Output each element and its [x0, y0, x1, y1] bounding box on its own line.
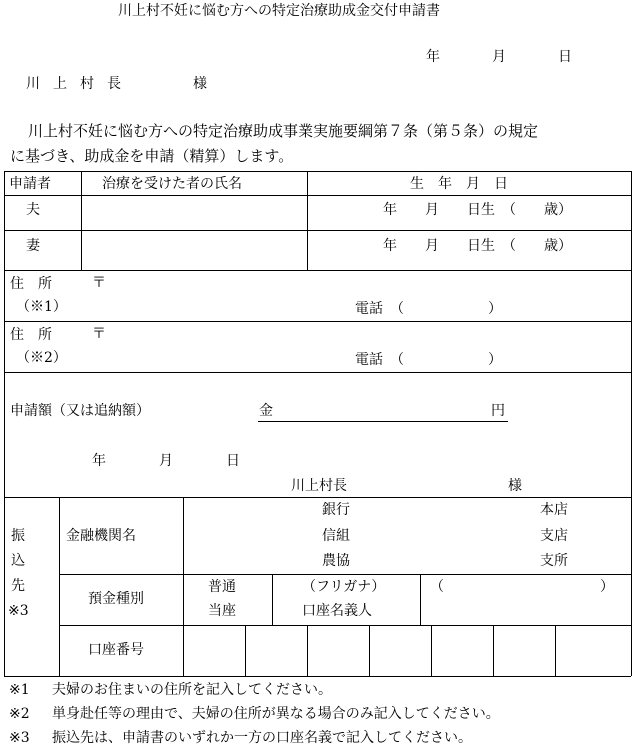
date-month-label: 月: [492, 49, 506, 65]
bank-type-bank[interactable]: 銀行: [322, 502, 350, 518]
amount-yen: 円: [491, 403, 505, 419]
account-number-label: 口座番号: [88, 642, 144, 658]
bank-type-agricultural-coop[interactable]: 農協: [322, 553, 350, 569]
transfer-side-3: 先: [11, 578, 25, 594]
form-title: 川上村不妊に悩む方への特定治療助成金交付申請書: [118, 3, 440, 19]
amount-kin: 金: [259, 403, 273, 419]
applicant-header: 申請者: [9, 176, 51, 192]
amount-date-year: 年: [92, 453, 106, 469]
note-3-mark: ※3: [9, 730, 30, 746]
bank-type-credit-union[interactable]: 信組: [322, 528, 350, 544]
address2-phone: 電話 （ ）: [355, 352, 502, 368]
deposit-type-current[interactable]: 当座: [208, 603, 236, 619]
institution-name-field[interactable]: [184, 499, 319, 573]
account-holder-field[interactable]: [421, 598, 630, 624]
wife-name-field[interactable]: [82, 231, 306, 269]
wife-birthdate-field[interactable]: [308, 231, 630, 269]
date-year-label: 年: [426, 49, 440, 65]
branch-type-main[interactable]: 本店: [540, 502, 568, 518]
addressee-suffix: 様: [193, 76, 207, 92]
transfer-side-4: ※3: [8, 603, 29, 619]
note-3-text: 振込先は、申請書のいずれか一方の口座名義で記入してください。: [52, 730, 472, 746]
birthdate-header: 生 年 月 日: [410, 176, 508, 192]
account-digit-7[interactable]: [556, 626, 630, 675]
address2-note-mark: （※2）: [16, 350, 67, 366]
account-digit-4[interactable]: [370, 626, 430, 675]
furigana-paren-open: （: [430, 579, 444, 595]
amount-date-day: 日: [226, 453, 240, 469]
address2-postal-mark: 〒: [92, 326, 106, 342]
furigana-label: （フリガナ）: [302, 579, 386, 595]
branch-type-branch[interactable]: 支店: [540, 528, 568, 544]
wife-birthdate: 年 月 日生 （ 歳）: [383, 238, 572, 254]
address1-phone: 電話 （ ）: [355, 301, 502, 317]
amount-date-field[interactable]: [60, 450, 250, 470]
account-digit-6[interactable]: [494, 626, 554, 675]
transfer-side-1: 振: [11, 528, 25, 544]
note-2-mark: ※2: [9, 706, 30, 722]
patient-name-header: 治療を受けた者の氏名: [102, 176, 242, 192]
address1-label: 住 所: [10, 276, 52, 292]
transfer-side-2: 込: [11, 553, 25, 569]
account-digit-1[interactable]: [184, 626, 244, 675]
application-date-field[interactable]: [380, 46, 580, 66]
address1-note-mark: （※1）: [16, 299, 67, 315]
addressee-name: 川上村長: [26, 76, 134, 92]
account-digit-5[interactable]: [432, 626, 492, 675]
note-1-mark: ※1: [9, 682, 30, 698]
note-1-text: 夫婦のお住まいの住所を記入してください。: [52, 682, 332, 698]
intro-line-2: に基づき、助成金を申請（精算）します。: [10, 147, 294, 165]
furigana-field[interactable]: [445, 576, 595, 596]
deposit-type-ordinary[interactable]: 普通: [208, 579, 236, 595]
amount-addressee: 川上村長: [291, 478, 347, 494]
institution-label: 金融機関名: [66, 528, 136, 544]
husband-name-field[interactable]: [82, 196, 306, 229]
husband-birthdate-field[interactable]: [308, 196, 630, 229]
amount-field[interactable]: [275, 398, 487, 420]
address1-field[interactable]: [82, 272, 630, 320]
wife-label: 妻: [26, 238, 40, 254]
amount-underline: [258, 421, 508, 422]
amount-date-month: 月: [159, 453, 173, 469]
deposit-type-label: 預金種別: [88, 591, 144, 607]
address2-field[interactable]: [82, 323, 630, 371]
husband-label: 夫: [26, 202, 40, 218]
branch-type-office[interactable]: 支所: [540, 553, 568, 569]
branch-name-field[interactable]: [360, 499, 535, 573]
account-digit-3[interactable]: [308, 626, 368, 675]
address1-postal-mark: 〒: [92, 275, 106, 291]
furigana-paren-close: ）: [600, 579, 614, 595]
note-2-text: 単身赴任等の理由で、夫婦の住所が異なる場合のみ記入してください。: [52, 706, 500, 722]
amount-addressee-suffix: 様: [508, 478, 522, 494]
amount-label: 申請額（又は追納額）: [10, 403, 150, 419]
address2-label: 住 所: [10, 327, 52, 343]
husband-birthdate: 年 月 日生 （ 歳）: [383, 202, 572, 218]
date-day-label: 日: [558, 49, 572, 65]
intro-line-1: 川上村不妊に悩む方への特定治療助成事業実施要綱第７条（第５条）の規定: [28, 122, 539, 140]
account-holder-label: 口座名義人: [302, 603, 372, 619]
account-digit-2[interactable]: [246, 626, 306, 675]
